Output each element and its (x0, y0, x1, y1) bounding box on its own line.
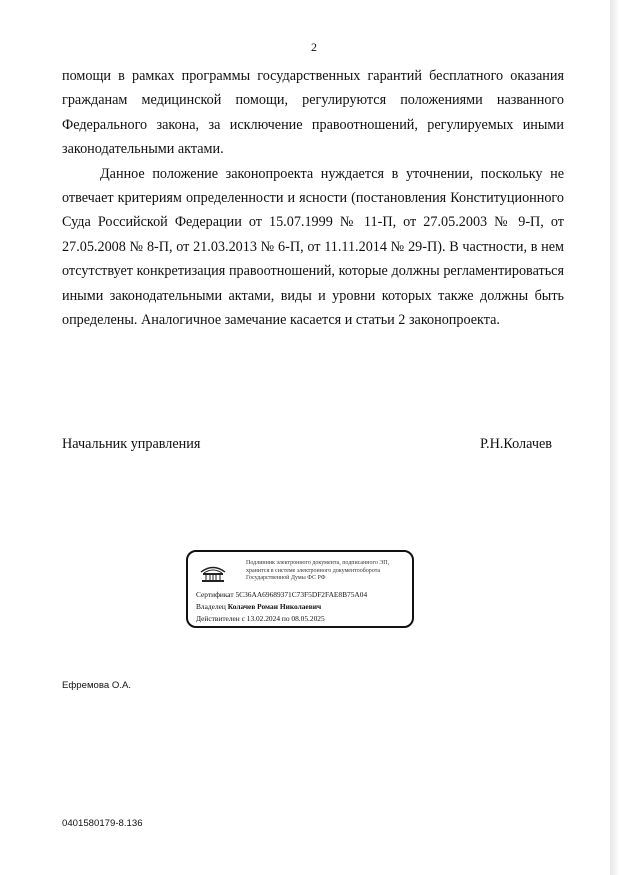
stamp-header: Подлинник электронного документа, подписанного ЭП, хранится в системе электронного документооборота Государственной Думы ФС РФ (246, 560, 390, 582)
valid-to: 08.05.2025 (291, 614, 325, 623)
body-text (62, 64, 564, 332)
certificate-value: 5C36AA69689371C73F5DF2FAE8B75A04 (235, 590, 368, 599)
page-edge-shadow (610, 0, 620, 875)
stamp-certificate (196, 590, 410, 600)
paragraph-2: Данное положение законопроекта нуждается в уточнении, поскольку не отвечает критериям определенности и ясности (постановления Конституционного Суда Российской Федерации от 15.07.1999 № 11-П, от 27.05.2003 № 9-П, от 27.05.2008 № 8-П, от 21.03.2013 № 6-П, от 11.11.2014 № 29-П). В частности, в нем отсутствует конкретизация правоотношений, которые должны регламентироваться иными законодательными актами, виды и уровни которых также должны быть определены. Аналогичное замечание касается и статьи 2 законопроекта. (62, 165, 564, 329)
paragraph-1: помощи в рамках программы государственных гарантий бесплатного оказания гражданам медицинской помощи, регулируются положениями названного Федерального закона, за исключение правоотношений, регулируемых иными законодательными актами. (62, 68, 564, 158)
document-code: 0401580179-8.136 (62, 818, 143, 829)
certificate-label: Сертификат (196, 590, 234, 599)
owner-label: Владелец (196, 602, 226, 611)
valid-label: Действителен с (196, 614, 245, 623)
electronic-signature-stamp (186, 550, 414, 628)
stamp-validity (196, 614, 410, 624)
state-duma-emblem-icon (198, 562, 228, 584)
page-number: 2 (311, 40, 317, 54)
valid-to-label: по (281, 614, 290, 623)
owner-value: Колачев Роман Николаевич (227, 602, 322, 611)
stamp-owner (196, 602, 410, 612)
valid-from: 13.02.2024 (246, 614, 281, 623)
executor-name: Ефремова О.А. (62, 680, 132, 691)
signature-block (62, 436, 552, 453)
signer-name: Р.Н.Колачев (479, 436, 552, 452)
signer-position: Начальник управления (62, 436, 201, 452)
